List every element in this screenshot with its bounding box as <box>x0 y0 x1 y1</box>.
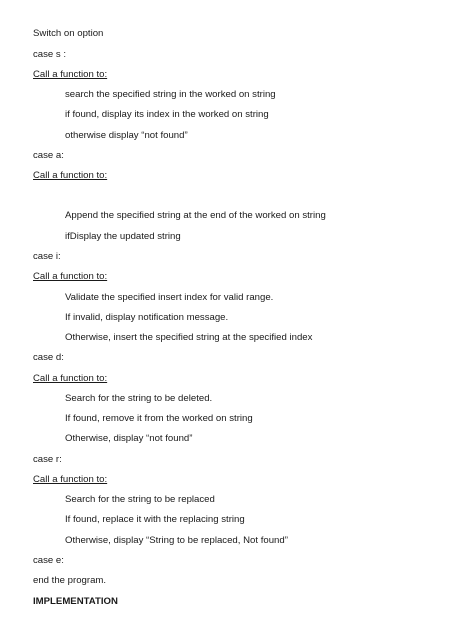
document-line: Otherwise, insert the specified string at the specified index <box>65 332 313 343</box>
document-line: Search for the string to be replaced <box>65 494 215 505</box>
document-line: Call a function to: <box>33 373 108 384</box>
document-line: ifDisplay the updated string <box>65 231 181 242</box>
document-line: case a: <box>33 150 64 161</box>
document-line: Otherwise, display “not found” <box>65 433 193 444</box>
document-line: case r: <box>33 454 62 465</box>
document-line: otherwise display “not found” <box>65 130 188 141</box>
document-line: Call a function to: <box>33 69 108 80</box>
document-line: If found, replace it with the replacing string <box>65 514 245 525</box>
document-line: case e: <box>33 555 64 566</box>
document-line: IMPLEMENTATION <box>33 596 118 607</box>
document-line: Call a function to: <box>33 271 108 282</box>
document-line: case s : <box>33 49 67 60</box>
document-line: Call a function to: <box>33 170 108 181</box>
document-line: Switch on option <box>33 28 104 39</box>
document-line: case d: <box>33 352 64 363</box>
document-line: search the specified string in the worked on string <box>65 89 276 100</box>
document-line: Search for the string to be deleted. <box>65 393 213 404</box>
document-line: end the program. <box>33 575 107 586</box>
document-line: if found, display its index in the worked on string <box>65 109 269 120</box>
document-line: Call a function to: <box>33 474 108 485</box>
document-line: case i: <box>33 251 61 262</box>
document-line: Append the specified string at the end of the worked on string <box>65 210 326 221</box>
document-line: If invalid, display notification message. <box>65 312 229 323</box>
document-line: Validate the specified insert index for valid range. <box>65 292 274 303</box>
document-line: Otherwise, display “String to be replaced, Not found” <box>65 535 288 546</box>
document-line: If found, remove it from the worked on string <box>65 413 253 424</box>
